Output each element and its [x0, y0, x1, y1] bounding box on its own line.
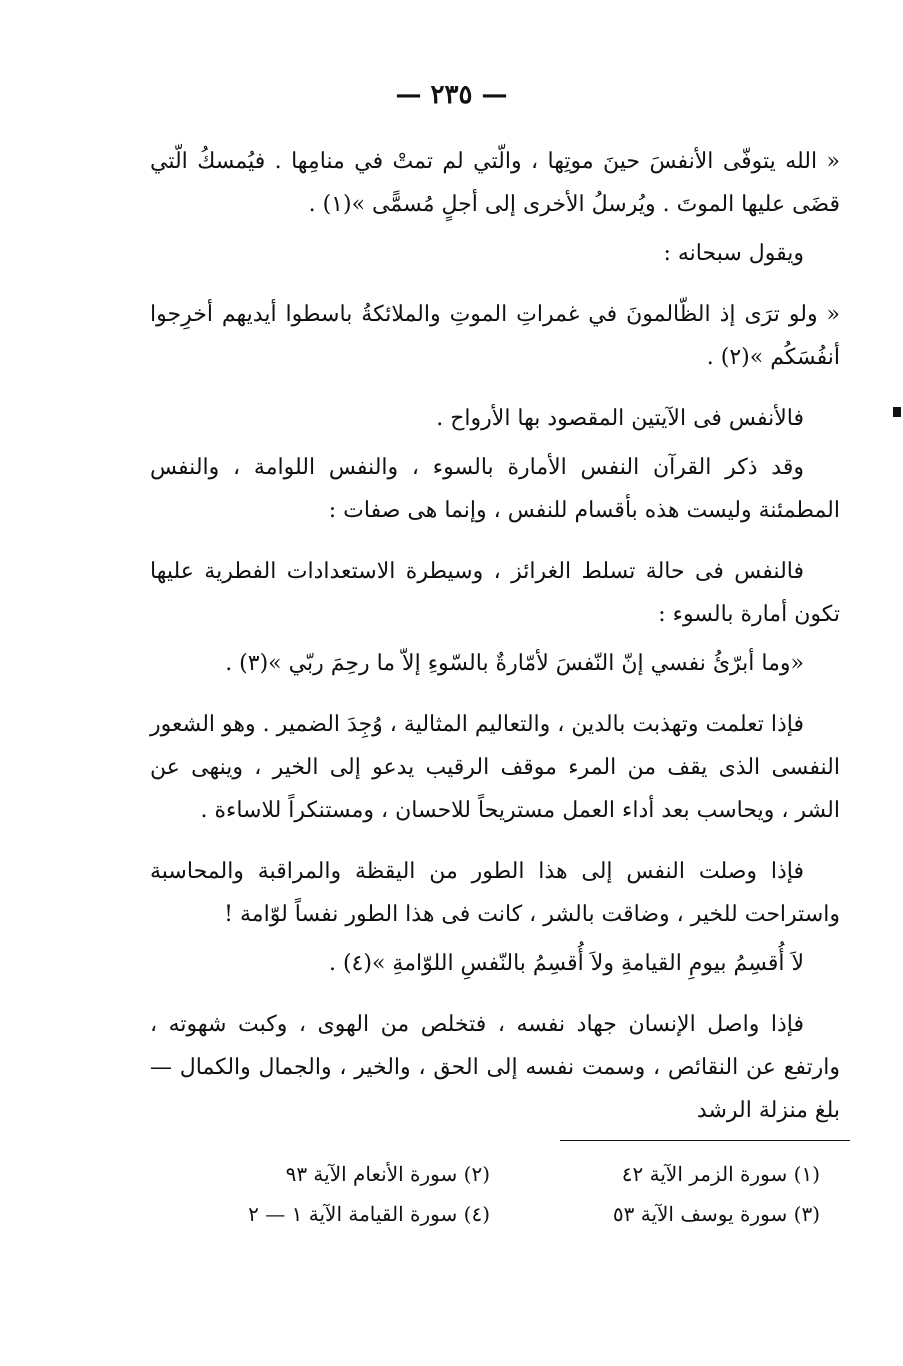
paragraph: فإذا تعلمت وتهذبت بالدين ، والتعاليم المثالية ، وُجِدَ الضمير . وهو الشعور النفسى الذى يقف من المرء موقف الرقيب يدعو إلى الخير ، وينهى عن الشر ، ويحاسب بعد أداء العمل مستريحاً للاحسان ، ومستنكراً للاساءة . — [150, 712, 840, 823]
paragraph: فالنفس فى حالة تسلط الغرائز ، وسيطرة الاستعدادات الفطرية عليها تكون أمارة بالسوء : — [150, 559, 840, 627]
footnote-1: (١) سورة الزمر الآية ٤٢ — [621, 1162, 820, 1186]
main-text — [150, 140, 840, 1150]
verse-quote-4: لاَ أُقسِمُ بيومِ القيامةِ ولاَ أُقسِمُ بالنّفسِ اللوّامةِ »(٤) . — [328, 951, 804, 976]
footnotes — [220, 1162, 820, 1226]
paragraph: فإذا واصل الإنسان جهاد نفسه ، فتخلص من الهوى ، وكبت شهوته ، وارتفع عن النقائص ، وسمت نفسه إلى الحق ، والخير ، والجمال والكمال — بلغ منزلة الرشد — [150, 1012, 840, 1123]
footnote-4: (٤) سورة القيامة الآية ١ — ٢ — [248, 1202, 490, 1226]
footnote-divider — [560, 1140, 850, 1141]
footnote-2: (٢) سورة الأنعام الآية ٩٣ — [285, 1162, 490, 1186]
verse-quote-2: « ولو ترَى إذ الظّالمونَ في غمراتِ الموتِ والملائكةُ باسطوا أيديهم أخرِجوا أنفُسَكُم »(٢) . — [150, 302, 840, 370]
paragraph: ويقول سبحانه : — [663, 241, 804, 266]
scan-mark — [893, 407, 901, 417]
verse-quote-1: « الله يتوفّى الأنفسَ حينَ موتِها ، والّتي لم تمتْ في منامِها . فيُمسكُ الّتي قضَى عليها الموتَ . ويُرسلُ الأخرى إلى أجلٍ مُسمًّى »(١) . — [150, 149, 840, 217]
footnote-3: (٣) سورة يوسف الآية ٥٣ — [612, 1202, 820, 1226]
paragraph: فإذا وصلت النفس إلى هذا الطور من اليقظة والمراقبة والمحاسبة واستراحت للخير ، وضاقت بالشر ، كانت فى هذا الطور نفساً لوّامة ! — [150, 859, 840, 927]
page-number: — ٢٣٥ — — [395, 80, 508, 110]
paragraph: فالأنفس فى الآيتين المقصود بها الأرواح . — [436, 406, 804, 431]
paragraph: وقد ذكر القرآن النفس الأمارة بالسوء ، والنفس اللوامة ، والنفس المطمئنة وليست هذه بأقسام للنفس ، وإنما هى صفات : — [150, 455, 840, 523]
verse-quote-3: «وما أبرّئُ نفسي إنّ النّفسَ لأمّارةٌ بالسّوءِ إلاّ ما رحِمَ ربّي »(٣) . — [225, 651, 804, 676]
